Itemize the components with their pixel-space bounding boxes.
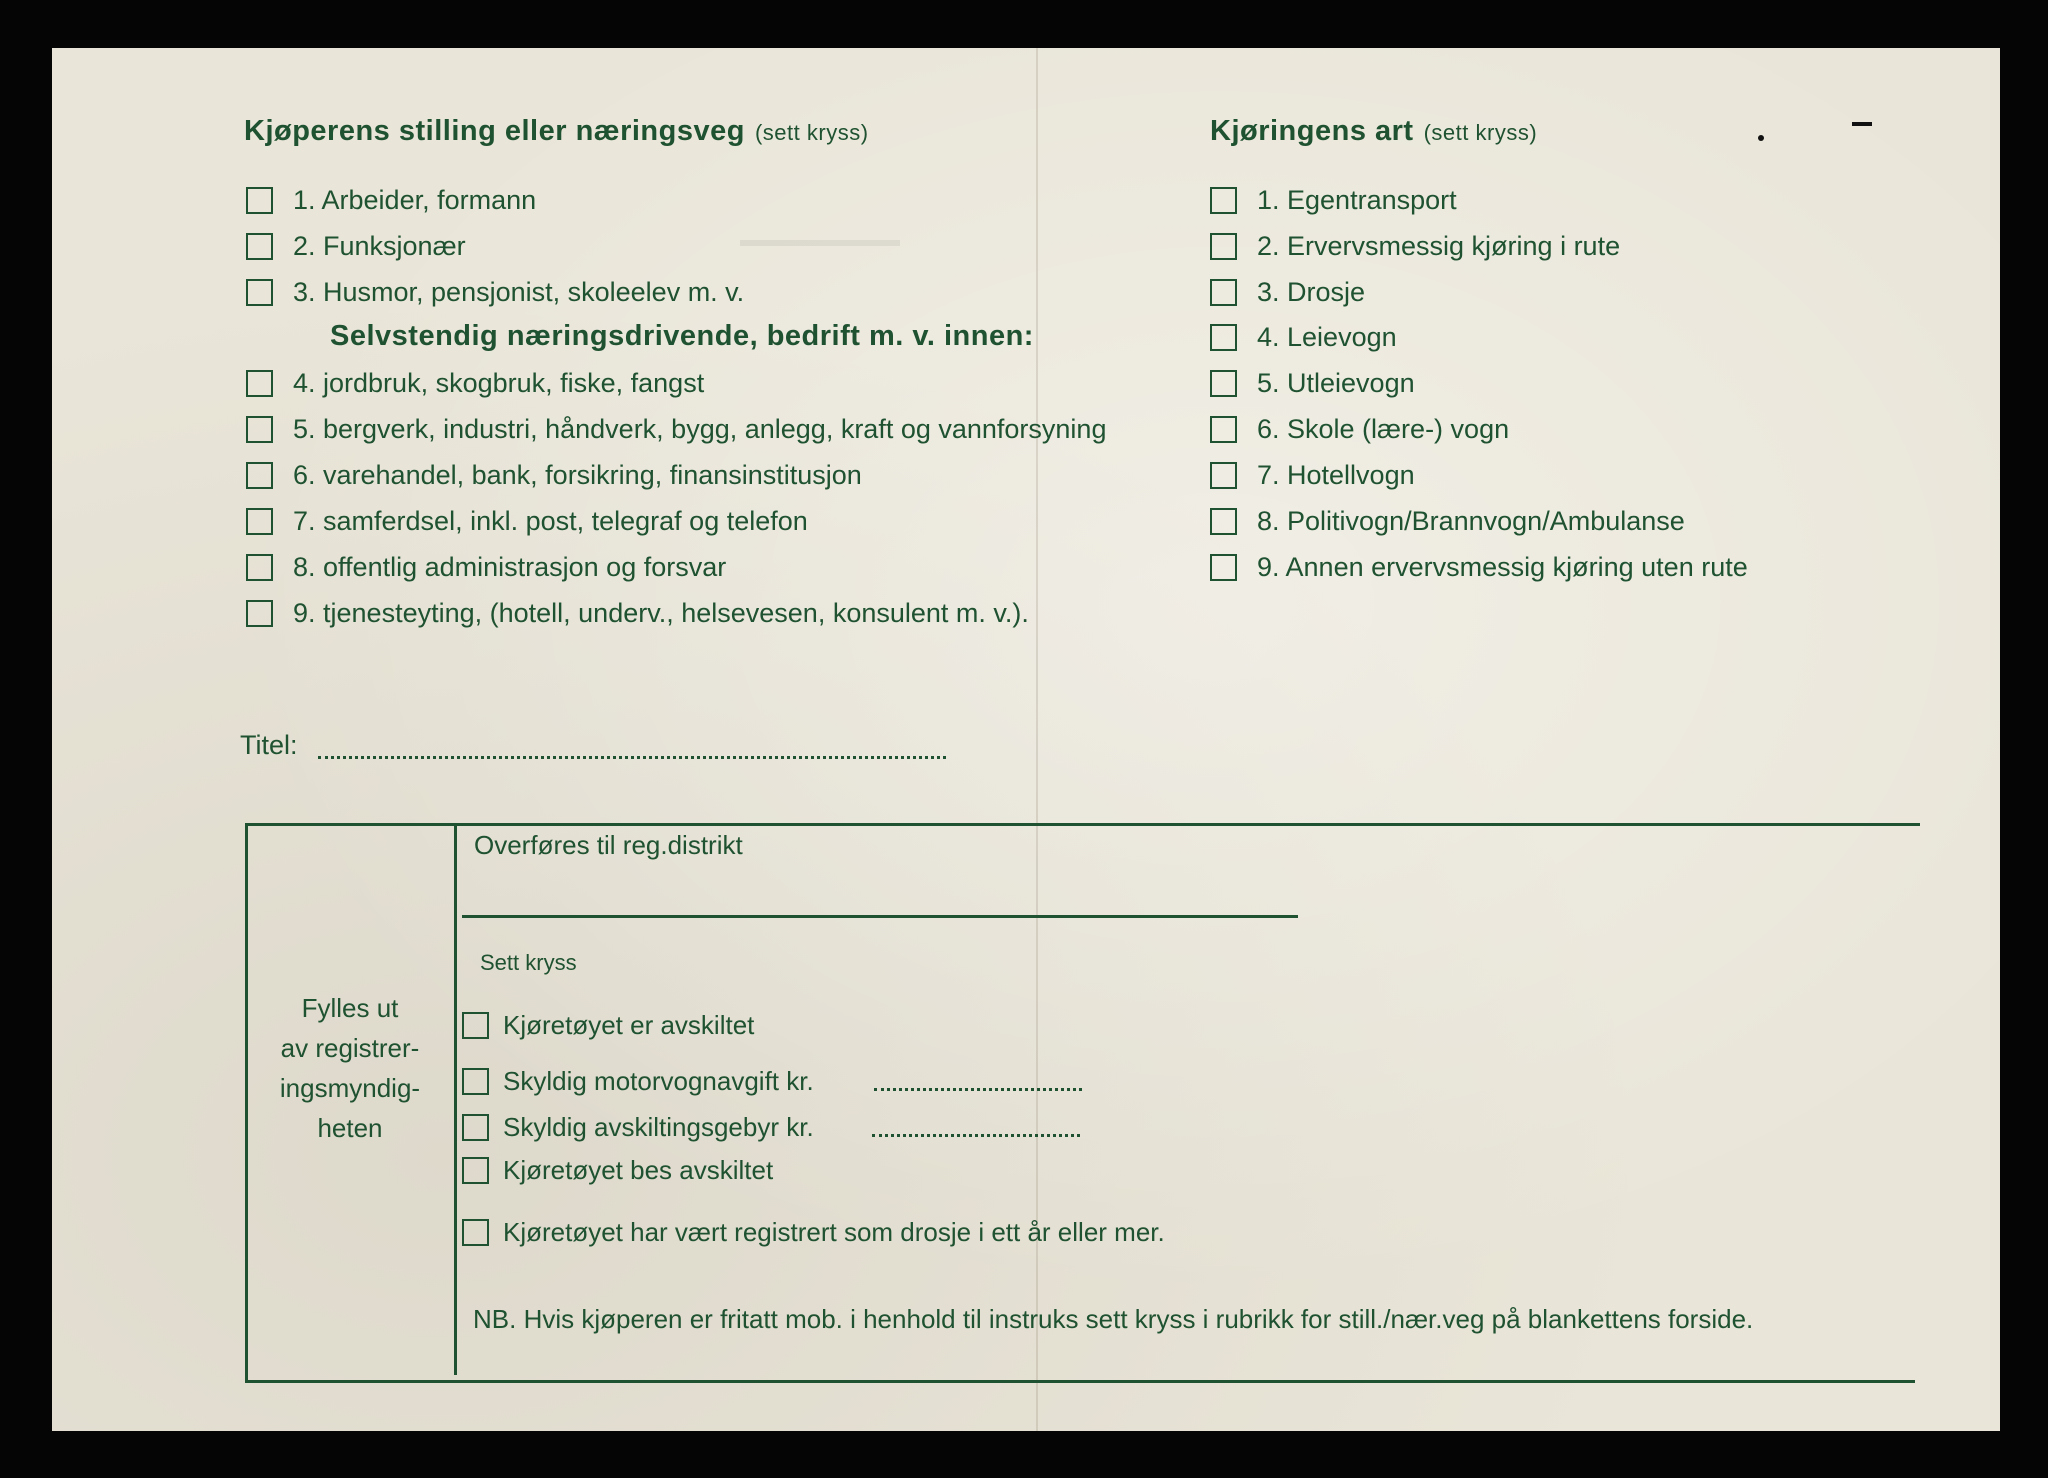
option-label: 6. Skole (lære-) vogn — [1257, 414, 1510, 444]
side-label-line: ingsmyndig- — [279, 1073, 421, 1103]
buyer-heading-note: (sett kryss) — [754, 120, 869, 145]
check-taxi-year[interactable] — [462, 1217, 1165, 1248]
side-label-line: av registrer- — [280, 1033, 420, 1063]
checkbox[interactable] — [1210, 416, 1237, 443]
checkbox[interactable] — [246, 187, 273, 214]
driving-option-7[interactable] — [1210, 460, 1415, 491]
mobilization-note: NB. Hvis kjøperen er fritatt mob. i henhold til instruks sett kryss i rubrikk for still./nær.veg på blankettens forside. — [473, 1304, 1754, 1334]
option-label: 2. Ervervsmessig kjøring i rute — [1257, 231, 1621, 261]
option-label: 9. tjenesteyting, (hotell, underv., helsevesen, konsulent m. v.). — [293, 598, 1029, 628]
option-label: 4. Leievogn — [1257, 322, 1397, 352]
plate-fee-amount-field[interactable] — [872, 1134, 1080, 1137]
driving-option-5[interactable] — [1210, 368, 1415, 399]
buyer-heading — [244, 115, 869, 148]
title-label: Titel: — [240, 730, 298, 760]
self-employed-subheading: Selvstendig næringsdrivende, bedrift m. v. innen: — [330, 320, 1034, 352]
buyer-option-3[interactable] — [246, 277, 744, 308]
driving-option-8[interactable] — [1210, 506, 1685, 537]
check-text: Kjøretøyet har vært registrert som drosje i ett år eller mer. — [503, 1217, 1165, 1247]
check-text: Skyldig avskiltingsgebyr kr. — [503, 1112, 814, 1142]
box-bottom-border — [245, 1380, 1915, 1383]
side-label-line: Fylles ut — [301, 993, 399, 1023]
driving-heading-note: (sett kryss) — [1423, 120, 1538, 145]
checkbox[interactable] — [246, 233, 273, 260]
driving-option-2[interactable] — [1210, 231, 1620, 262]
box-divider — [454, 823, 457, 1375]
checkbox[interactable] — [246, 416, 273, 443]
checkbox[interactable] — [462, 1219, 489, 1246]
option-label: 6. varehandel, bank, forsikring, finansinstitusjon — [293, 460, 862, 490]
check-text: Kjøretøyet er avskiltet — [503, 1010, 755, 1040]
checkbox[interactable] — [246, 462, 273, 489]
buyer-option-9[interactable] — [246, 598, 1029, 629]
checkbox[interactable] — [462, 1114, 489, 1141]
checkbox[interactable] — [1210, 279, 1237, 306]
checkbox[interactable] — [246, 370, 273, 397]
option-label: 7. Hotellvogn — [1257, 460, 1415, 490]
checkbox[interactable] — [246, 554, 273, 581]
option-label: 9. Annen ervervsmessig kjøring uten rute — [1257, 552, 1748, 582]
check-vehicle-tax[interactable] — [462, 1066, 814, 1097]
checkbox[interactable] — [246, 279, 273, 306]
checkbox[interactable] — [1210, 324, 1237, 351]
box-top-border — [245, 823, 1920, 826]
checkbox[interactable] — [1210, 370, 1237, 397]
checkbox[interactable] — [1210, 462, 1237, 489]
driving-heading-text: Kjøringens art — [1210, 115, 1414, 147]
checkbox[interactable] — [462, 1012, 489, 1039]
check-request-deregister[interactable] — [462, 1155, 773, 1186]
check-plate-fee[interactable] — [462, 1112, 814, 1143]
checkbox[interactable] — [246, 508, 273, 535]
option-label: 3. Drosje — [1257, 277, 1366, 307]
driving-option-3[interactable] — [1210, 277, 1365, 308]
buyer-heading-text: Kjøperens stilling eller næringsveg — [244, 115, 745, 147]
option-label: 8. offentlig administrasjon og forsvar — [293, 552, 727, 582]
check-text: Skyldig motorvognavgift kr. — [503, 1066, 814, 1096]
buyer-option-1[interactable] — [246, 185, 536, 216]
buyer-option-6[interactable] — [246, 460, 862, 491]
driving-option-6[interactable] — [1210, 414, 1509, 445]
driving-option-9[interactable] — [1210, 552, 1748, 583]
checkbox[interactable] — [462, 1068, 489, 1095]
buyer-option-7[interactable] — [246, 506, 808, 537]
buyer-option-8[interactable] — [246, 552, 726, 583]
buyer-option-5[interactable] — [246, 414, 1106, 445]
check-text: Kjøretøyet bes avskiltet — [503, 1155, 774, 1185]
buyer-option-2[interactable] — [246, 231, 466, 262]
driving-option-4[interactable] — [1210, 322, 1397, 353]
option-label: 1. Arbeider, formann — [293, 185, 537, 215]
speck-mark — [1758, 135, 1764, 141]
checkbox[interactable] — [462, 1157, 489, 1184]
option-label: 8. Politivogn/Brannvogn/Ambulanse — [1257, 506, 1685, 536]
checkbox[interactable] — [1210, 554, 1237, 581]
box-left-border — [245, 823, 248, 1383]
checkbox[interactable] — [1210, 508, 1237, 535]
option-label: 5. Utleievogn — [1257, 368, 1415, 398]
driving-heading — [1210, 115, 1537, 148]
bleed-through — [740, 200, 900, 246]
option-label: 5. bergverk, industri, håndverk, bygg, anlegg, kraft og vannforsyning — [293, 414, 1107, 444]
vehicle-tax-amount-field[interactable] — [874, 1088, 1082, 1091]
option-label: 7. samferdsel, inkl. post, telegraf og telefon — [293, 506, 808, 536]
driving-option-1[interactable] — [1210, 185, 1457, 216]
option-label: 3. Husmor, pensjonist, skoleelev m. v. — [293, 277, 745, 307]
transfer-label: Overføres til reg.distrikt — [474, 830, 743, 860]
check-label: Sett kryss — [480, 950, 577, 975]
checkbox[interactable] — [246, 600, 273, 627]
checkbox[interactable] — [1210, 233, 1237, 260]
option-label: 2. Funksjonær — [293, 231, 466, 261]
check-deregistered[interactable] — [462, 1010, 754, 1041]
title-field[interactable] — [318, 756, 946, 759]
option-label: 4. jordbruk, skogbruk, fiske, fangst — [293, 368, 705, 398]
checkbox[interactable] — [1210, 187, 1237, 214]
transfer-field-line[interactable] — [462, 915, 1298, 918]
buyer-option-4[interactable] — [246, 368, 704, 399]
authority-side-label — [250, 988, 450, 1148]
speck-mark — [1852, 122, 1872, 126]
option-label: 1. Egentransport — [1257, 185, 1457, 215]
side-label-line: heten — [317, 1113, 383, 1143]
